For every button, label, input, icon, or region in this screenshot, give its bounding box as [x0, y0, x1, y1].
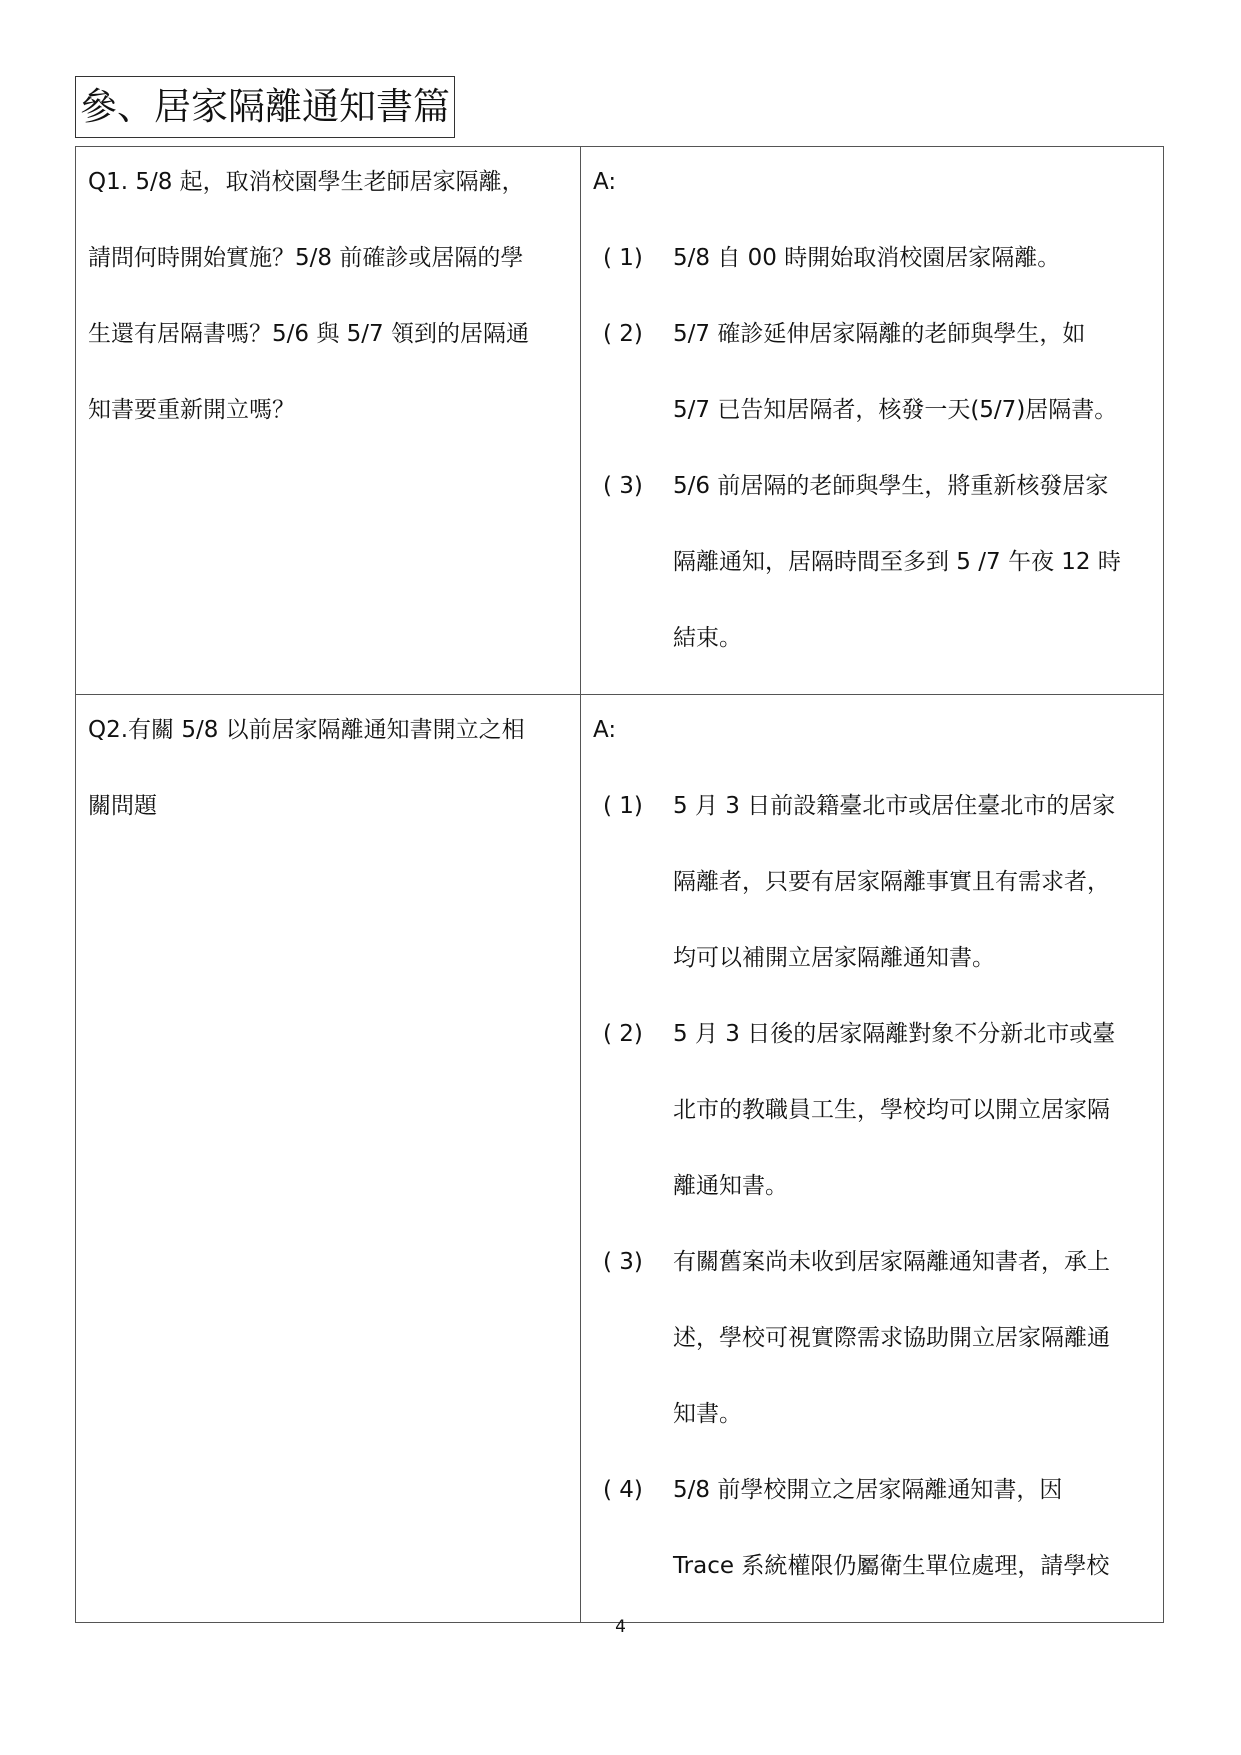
answer-line: 隔離通知，居隔時間至多到 5 /7 午夜 12 時 — [673, 549, 1121, 575]
answer-label: A: — [593, 717, 617, 743]
question-line: Q1. 5/8 起，取消校園學生老師居家隔離， — [88, 169, 525, 195]
answer-item-number: ( 2) — [603, 1021, 643, 1047]
answer-cell-2 — [581, 695, 1164, 1623]
answer-line: 5 月 3 日前設籍臺北市或居住臺北市的居家 — [673, 793, 1116, 819]
answer-item — [593, 238, 1151, 314]
answer-item-number: ( 3) — [603, 473, 643, 499]
page-number: 4 — [615, 1617, 626, 1637]
answer-item — [593, 466, 1151, 694]
answer-line: 均可以補開立居家隔離通知書。 — [673, 945, 995, 971]
section-title: 參、居家隔離通知書篇 — [75, 76, 455, 138]
question-line: 請問何時開始實施？5/8 前確診或居隔的學 — [88, 245, 524, 271]
answer-item-number: ( 1) — [603, 245, 643, 271]
question-line: 知書要重新開立嗎？ — [88, 397, 295, 423]
question-line: 關問題 — [88, 793, 157, 819]
answer-item-number: ( 3) — [603, 1249, 643, 1275]
answer-line: 5 月 3 日後的居家隔離對象不分新北市或臺 — [673, 1021, 1116, 1047]
answer-line: 離通知書。 — [673, 1173, 788, 1199]
answer-line: 5/8 前學校開立之居家隔離通知書，因 — [673, 1477, 1063, 1503]
answer-item-number: ( 2) — [603, 321, 643, 347]
qa-table — [75, 146, 1164, 1623]
answer-line: 北市的教職員工生，學校均可以開立居家隔 — [673, 1097, 1110, 1123]
answer-line: 結束。 — [673, 625, 742, 651]
answer-line: 5/7 確診延伸居家隔離的老師與學生，如 — [673, 321, 1086, 347]
answer-item — [593, 314, 1151, 466]
answer-cell-1 — [581, 147, 1164, 695]
answer-item — [593, 1014, 1151, 1242]
question-cell-1 — [76, 147, 581, 695]
answer-label: A: — [593, 169, 617, 195]
question-line: 生還有居隔書嗎？5/6 與 5/7 領到的居隔通 — [88, 321, 529, 347]
answer-line: 5/7 已告知居隔者，核發一天(5/7)居隔書。 — [673, 397, 1118, 423]
answer-item-number: ( 1) — [603, 793, 643, 819]
answer-item-number: ( 4) — [603, 1477, 643, 1503]
answer-line: Trace 系統權限仍屬衛生單位處理，請學校 — [673, 1553, 1110, 1579]
answer-line: 知書。 — [673, 1401, 742, 1427]
qa-row-2 — [76, 695, 1164, 1623]
answer-line: 述，學校可視實際需求協助開立居家隔離通 — [673, 1325, 1110, 1351]
answer-item — [593, 1242, 1151, 1470]
answer-line: 隔離者，只要有居家隔離事實且有需求者， — [673, 869, 1110, 895]
answer-item — [593, 1470, 1151, 1622]
answer-line: 有關舊案尚未收到居家隔離通知書者，承上 — [673, 1249, 1110, 1275]
answer-line: 5/6 前居隔的老師與學生，將重新核發居家 — [673, 473, 1109, 499]
question-line: Q2.有關 5/8 以前居家隔離通知書開立之相 — [88, 717, 525, 743]
answer-item — [593, 786, 1151, 1014]
question-cell-2 — [76, 695, 581, 1623]
qa-row-1 — [76, 147, 1164, 695]
answer-line: 5/8 自 00 時開始取消校園居家隔離。 — [673, 245, 1061, 271]
